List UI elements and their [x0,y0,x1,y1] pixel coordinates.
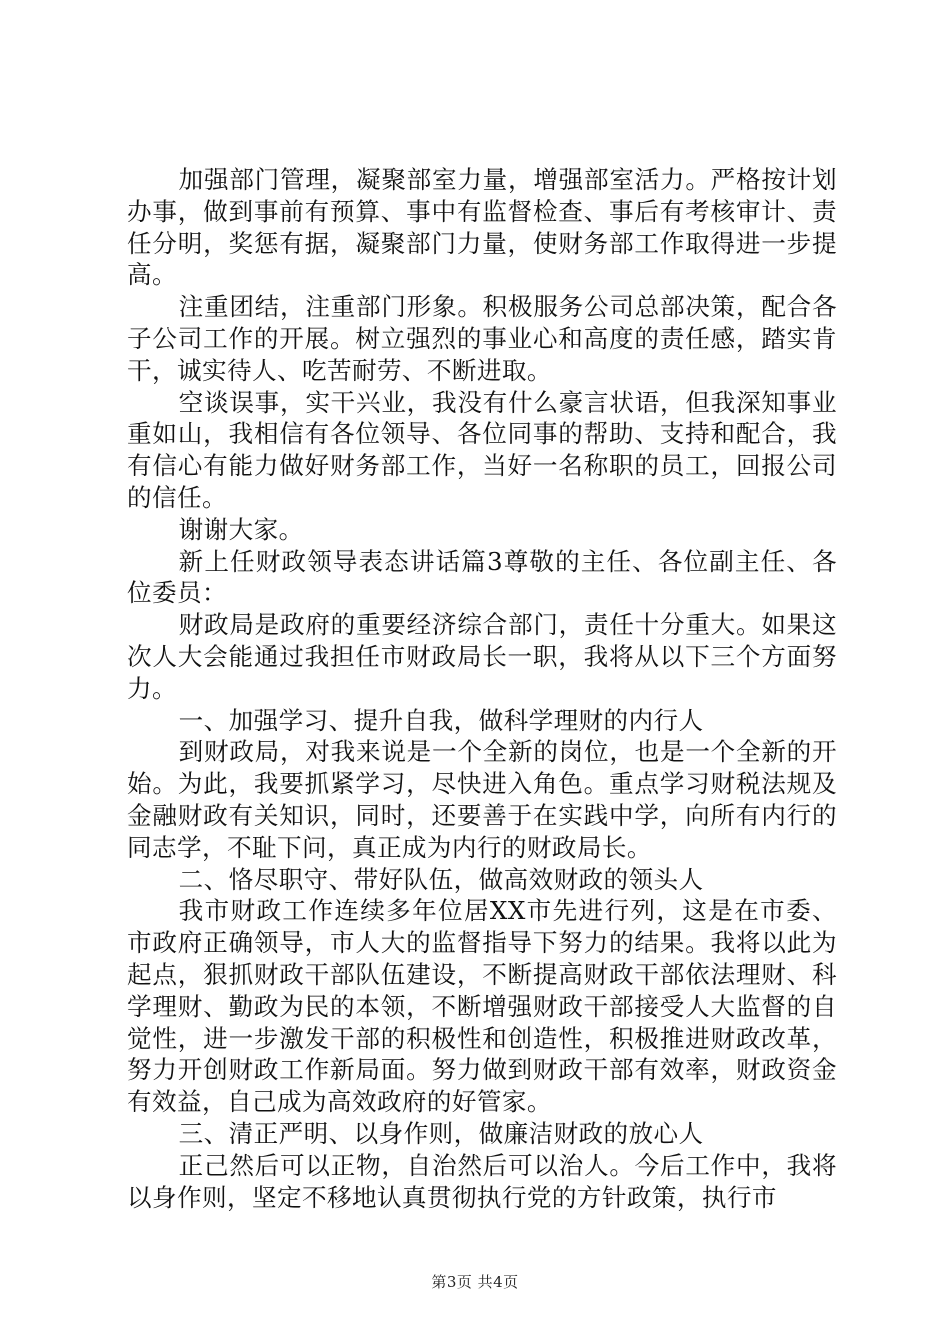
paragraph: 加强部门管理，凝聚部室力量，增强部室活力。严格按计划办事，做到事前有预算、事中有监督检查、事后有考核审计、责任分明，奖惩有据，凝聚部门力量，使财务部工作取得进一步提高。 [127,165,837,290]
paragraph: 新上任财政领导表态讲话篇3尊敬的主任、各位副主任、各位委员： [127,546,837,608]
paragraph: 财政局是政府的重要经济综合部门，责任十分重大。如果这次人大会能通过我担任市财政局长一职，我将从以下三个方面努力。 [127,610,837,703]
paragraph: 注重团结，注重部门形象。积极服务公司总部决策，配合各子公司工作的开展。树立强烈的事业心和高度的责任感，踏实肯干，诚实待人、吃苦耐劳、不断进取。 [127,292,837,385]
paragraph: 空谈误事，实干兴业，我没有什么豪言状语，但我深知事业重如山，我相信有各位领导、各位同事的帮助、支持和配合，我有信心有能力做好财务部工作，当好一名称职的员工，回报公司的信任。 [127,387,837,512]
page-number-footer: 第3页 共4页 [431,1273,519,1291]
document-body [127,164,837,1213]
paragraph: 谢谢大家。 [178,514,304,544]
section-heading: 二、恪尽职守、带好队伍，做高效财政的领头人 [178,864,704,894]
paragraph: 正己然后可以正物，自治然后可以治人。今后工作中，我将以身作则，坚定不移地认真贯彻执行党的方针政策，执行市 [127,1150,837,1212]
paragraph: 我市财政工作连续多年位居XX市先进行列，这是在市委、市政府正确领导，市人大的监督指导下努力的结果。我将以此为起点，狠抓财政干部队伍建设，不断提高财政干部依法理财、科学理财、勤政为民的本领，不断增强财政干部接受人大监督的自觉性，进一步激发干部的积极性和创造性，积极推进财政改革，努力开创财政工作新局面。努力做到财政干部有效率，财政资金有效益，自己成为高效政府的好管家。 [127,896,837,1117]
section-heading: 三、清正严明、以身作则，做廉洁财政的放心人 [178,1118,704,1148]
section-heading: 一、加强学习、提升自我，做科学理财的内行人 [178,705,704,735]
paragraph: 到财政局，对我来说是一个全新的岗位，也是一个全新的开始。为此，我要抓紧学习，尽快进入角色。重点学习财税法规及金融财政有关知识，同时，还要善于在实践中学，向所有内行的同志学，不耻下问，真正成为内行的财政局长。 [127,737,837,862]
